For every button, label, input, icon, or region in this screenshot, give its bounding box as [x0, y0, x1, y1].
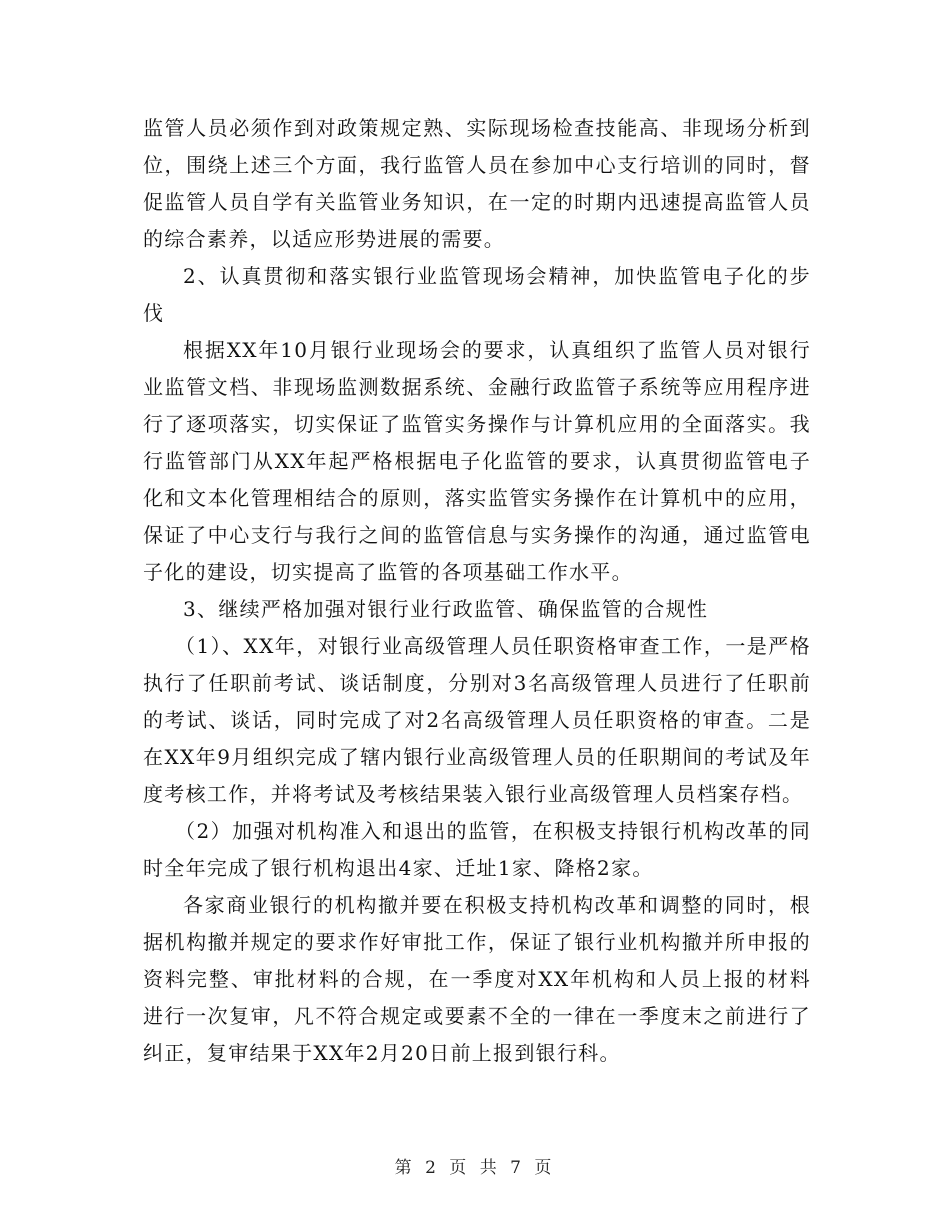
page-number-footer: 第 2 页 共 7 页	[394, 1158, 556, 1178]
paragraph-branch-merger: 各家商业银行的机构撤并要在积极支持机构改革和调整的同时，根据机构撤并规定的要求作好审批工作，保证了银行业机构撤并所申报的资料完整、审批材料的合规，在一季度对XX年机构和人员上报的材料进行一次复审，凡不符合规定或要素不全的一律在一季度末之前进行了纠正，复审结果于XX年2月20日前上报到银行科。	[143, 893, 811, 1065]
paragraph-electronic-supervision: 根据XX年10月银行业现场会的要求，认真组织了监管人员对银行业监管文档、非现场监测数据系统、金融行政监管子系统等应用程序进行了逐项落实，切实保证了监管实务操作与计算机应用的全面落实。我行监管部门从XX年起严格根据电子化监管的要求，认真贯彻监管电子化和文本化管理相结合的原则，落实监管实务操作在计算机中的应用，保证了中心支行与我行之间的监管信息与实务操作的沟通，通过监管电子化的建设，切实提高了监管的各项基础工作水平。	[143, 338, 811, 584]
section-heading-2: 2、认真贯彻和落实银行业监管现场会精神，加快监管电子化的步伐	[143, 264, 811, 325]
paragraph-item-2: （2）加强对机构准入和退出的监管，在积极支持银行机构改革的同时全年完成了银行机构退出4家、迁址1家、降格2家。	[143, 819, 811, 880]
section-heading-3: 3、继续严格加强对银行业行政监管、确保监管的合规性	[183, 597, 709, 621]
document-body	[143, 110, 811, 1072]
paragraph-item-1: （1）、XX年，对银行业高级管理人员任职资格审查工作，一是严格执行了任职前考试、谈话制度，分别对3名高级管理人员进行了任职前的考试、谈话，同时完成了对2名高级管理人员任职资格的审查。二是在XX年9月组织完成了辖内银行业高级管理人员的任职期间的考试及年度考核工作，并将考试及考核结果装入银行业高级管理人员档案存档。	[143, 634, 811, 806]
paragraph-continued: 监管人员必须作到对政策规定熟、实际现场检查技能高、非现场分析到位，围绕上述三个方面，我行监管人员在参加中心支行培训的同时，督促监管人员自学有关监管业务知识，在一定的时期内迅速提高监管人员的综合素养，以适应形势进展的需要。	[143, 116, 811, 251]
